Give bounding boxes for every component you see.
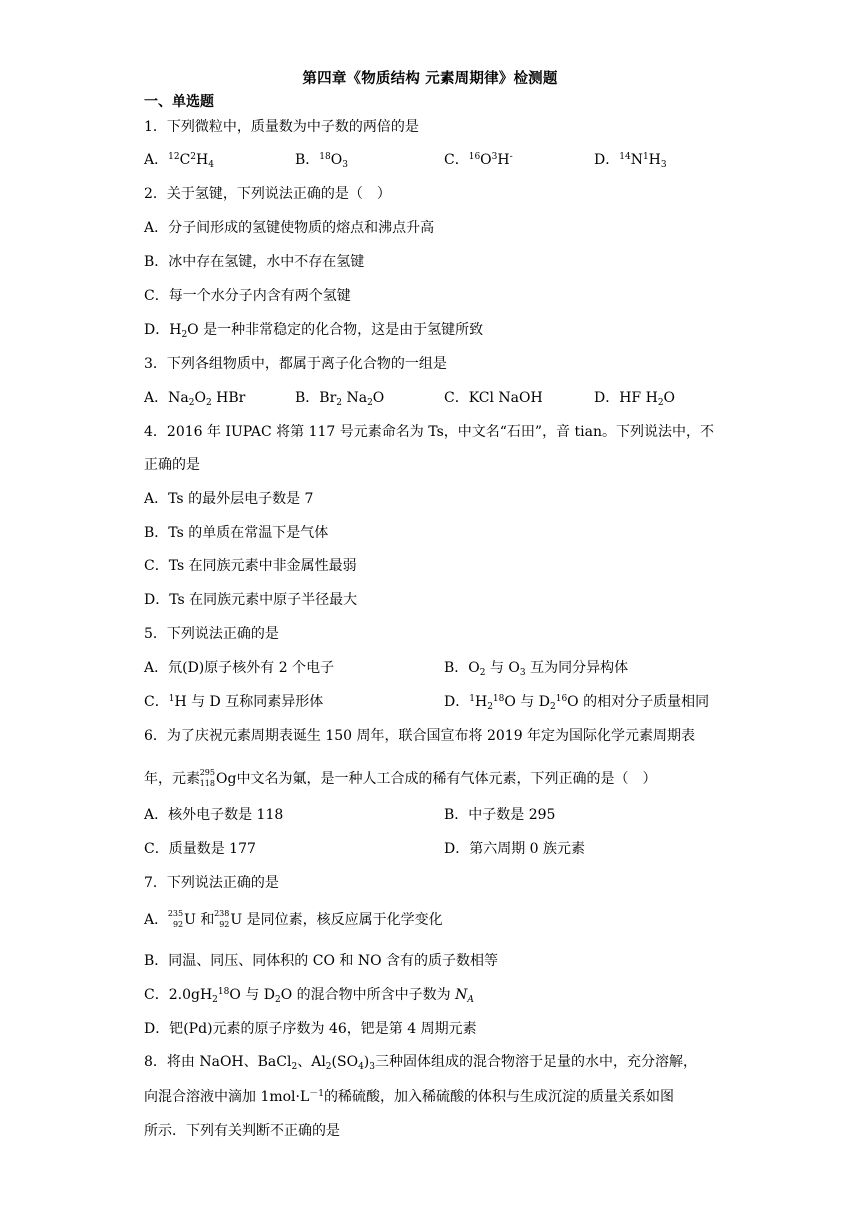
q4-option-c: C．Ts 在同族元素中非金属性最弱	[144, 558, 357, 574]
q1-option-b: B．$^{18}O_3$	[295, 152, 348, 170]
og-nuclide-notation: 295 118	[199, 768, 215, 788]
u238-nuclide-notation: 238 92	[214, 909, 230, 929]
q5-option-b: B．$O_2$ 与 $O_3$ 互为同分异构体	[444, 660, 629, 678]
q6-stem-line2: 年，元素 295 118 Og中文名为氭，是一种人工合成的稀有气体元素，下列正确的是（ ）	[144, 768, 657, 788]
q7-option-a: A． 235 92 U 和 238 92 U 是同位素，核反应属于化学变化	[144, 909, 443, 929]
q6-option-d: D．第六周期 0 族元素	[444, 841, 586, 857]
q1-option-c: C．$^{16}O^3H^-$	[444, 152, 513, 168]
q1-stem: 1．下列微粒中，质量数为中子数的两倍的是	[144, 119, 419, 135]
q2-option-d: D．$H_2O$ 是一种非常稳定的化合物，这是由于氢键所致	[144, 322, 484, 340]
q3-option-a: A．$Na_2O_2$ HBr	[144, 390, 246, 408]
q4-option-b: B．Ts 的单质在常温下是气体	[144, 525, 329, 541]
u235-nuclide-notation: 235 92	[167, 909, 184, 929]
q6-option-a: A．核外电子数是 118	[144, 807, 284, 823]
q1-option-d: D．$^{14}N^1H_3$	[594, 152, 667, 170]
q2-stem: 2．关于氢键，下列说法正确的是（ ）	[144, 186, 391, 202]
section-heading: 一、单选题	[144, 94, 214, 110]
q3-option-d: D．HF $H_2O$	[594, 390, 676, 408]
q3-option-b: B．$Br_2$ $Na_2O$	[295, 390, 385, 408]
q2-option-c: C．每一个水分子内含有两个氢键	[144, 288, 351, 304]
q3-option-c: C．KCl NaOH	[444, 390, 543, 406]
q5-option-d: D．$^1H_2^{18}O$ 与 $D_2^{16}O$ 的相对分子质量相同	[444, 694, 710, 712]
q7-stem: 7．下列说法正确的是	[144, 875, 279, 891]
q5-stem: 5．下列说法正确的是	[144, 626, 279, 642]
q8-stem-line1: 8．将由 NaOH、BaCl$_2$、$Al_2(SO_4)_3$三种固体组成的混合物溶于足量的水中，充分溶解，	[144, 1054, 697, 1072]
q6-option-c: C．质量数是 177	[144, 841, 256, 857]
q4-stem-line1: 4．2016 年 IUPAC 将第 117 号元素命名为 Ts，中文名“石田”，音 tian。下列说法中，不	[144, 424, 714, 440]
q4-option-d: D．Ts 在同族元素中原子半径最大	[144, 592, 358, 608]
q4-option-a: A．Ts 的最外层电子数是 7	[144, 491, 314, 507]
q7-option-d: D．钯(Pd)元素的原子序数为 46，钯是第 4 周期元素	[144, 1021, 477, 1037]
q1-option-a: A．$^{12}C^2H_4$	[144, 152, 214, 170]
q7-option-c: C．$2.0gH_2^{18}O$ 与 $D_2O$ 的混合物中所含中子数为 $N_A$	[144, 987, 474, 1005]
q2-option-b: B．冰中存在氢键，水中不存在氢键	[144, 254, 365, 270]
q2-option-a: A．分子间形成的氢键使物质的熔点和沸点升高	[144, 220, 435, 236]
q8-stem-line3: 所示．下列有关判断不正确的是	[144, 1123, 340, 1139]
q7-option-b: B．同温、同压、同体积的 CO 和 NO 含有的质子数相等	[144, 953, 499, 969]
document-title: 第四章《物质结构 元素周期律》检测题	[302, 70, 558, 87]
q5-option-c: C．$^1$H 与 D 互称同素异形体	[144, 694, 324, 710]
q5-option-a: A．氘(D)原子核外有 2 个电子	[144, 660, 335, 676]
q4-stem-line2: 正确的是	[144, 457, 200, 473]
q3-stem: 3．下列各组物质中，都属于离子化合物的一组是	[144, 356, 447, 372]
q6-stem-line1: 6．为了庆祝元素周期表诞生 150 周年，联合国宣布将 2019 年定为国际化学元素周期表	[144, 728, 696, 744]
q6-option-b: B．中子数是 295	[444, 807, 556, 823]
q8-stem-line2: 向混合溶液中滴加 $1mol\cdot L^{-1}$的稀硫酸，加入稀硫酸的体积与生成沉淀的质量关系如图	[144, 1089, 675, 1105]
